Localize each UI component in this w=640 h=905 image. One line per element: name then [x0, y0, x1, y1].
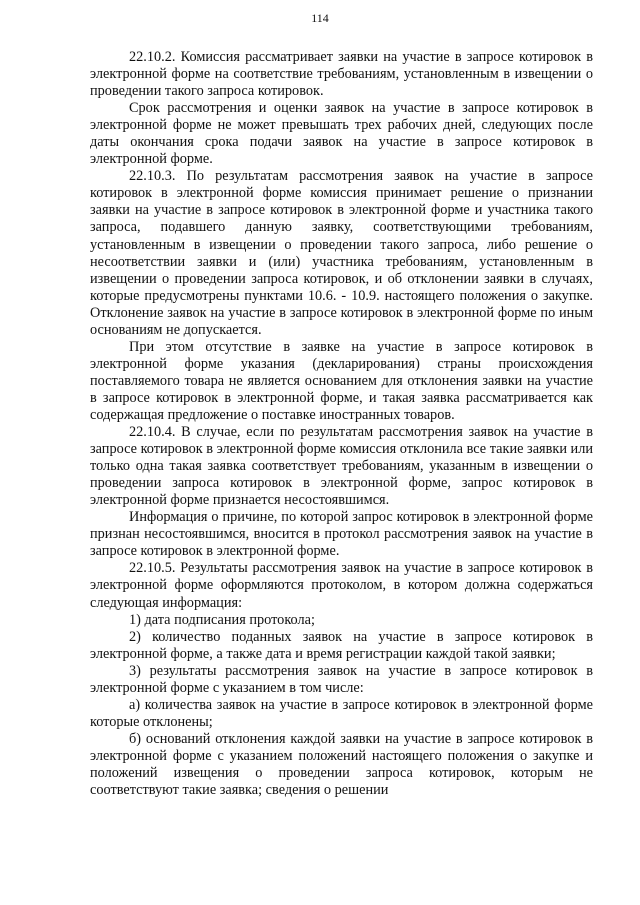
page-number: 114 [311, 11, 329, 25]
document-body [90, 49, 593, 799]
list-item-a: а) количества заявок на участие в запросе котировок в электронной форме которые отклонены; [90, 696, 593, 730]
paragraph-22-10-5: 22.10.5. Результаты рассмотрения заявок на участие в запросе котировок в электронной форме оформляются протоколом, в котором должна содержаться следующая информация: [90, 560, 593, 611]
paragraph-22-10-3: 22.10.3. По результатам рассмотрения заявок на участие в запросе котировок в электронной форме комиссия принимает решение о признании заявки на участие в запросе котировок в электронной форме и участника такого запроса, подавшего данную заявку, соответствующими требованиям, установленным в извещении о проведении такого запроса, либо решение о несоответствии заявки и (или) участника требованиям, установленным в извещении о проведении запроса котировок, и об отклонении заявки в случаях, которые предусмотрены пунктами 10.6. - 10.9. настоящего положения о закупке. Отклонение заявок на участие в запросе котировок в электронной форме по иным основаниям не допускается. [90, 168, 593, 338]
paragraph-country-of-origin: При этом отсутствие в заявке на участие в запросе котировок в электронной форме указания (декларирования) страны происхождения поставляемого товара не является основанием для отклонения заявки на участие в запросе котировок в электронной форме, и такая заявка рассматривается как содержащая предложение о поставке иностранных товаров. [90, 338, 593, 423]
list-item-1: 1) дата подписания протокола; [129, 611, 315, 628]
list-item-2: 2) количество поданных заявок на участие в запросе котировок в электронной форме, а также дата и время регистрации каждой такой заявки; [90, 628, 593, 662]
list-item-3: 3) результаты рассмотрения заявок на участие в запросе котировок в электронной форме с указанием в том числе: [90, 662, 593, 696]
list-item-b: б) оснований отклонения каждой заявки на участие в запросе котировок в электронной форме с указанием положений настоящего положения о закупке и положений извещения о проведении запроса котировок, которым не соответствуют такие заявка; сведения о решении [90, 730, 593, 799]
paragraph-review-period: Срок рассмотрения и оценки заявок на участие в запросе котировок в электронной форме не может превышать трех рабочих дней, следующих после даты окончания срока подачи заявок на участие в запросе котировок в электронной форме. [90, 100, 593, 168]
paragraph-22-10-4: 22.10.4. В случае, если по результатам рассмотрения заявок на участие в запросе котировок в электронной форме комиссия отклонила все такие заявки или только одна такая заявка соответствует требованиям, указанным в извещении о проведении запроса котировок в электронной форме, запрос котировок в электронной форме признается несостоявшимся. [90, 424, 593, 509]
paragraph-failure-reason: Информация о причине, по которой запрос котировок в электронной форме признан несостоявшимся, вносится в протокол рассмотрения заявок на участие в запросе котировок в электронной форме. [90, 509, 593, 560]
paragraph-22-10-2: 22.10.2. Комиссия рассматривает заявки на участие в запросе котировок в электронной форме на соответствие требованиям, установленным в извещении о проведении такого запроса котировок. [90, 49, 593, 100]
